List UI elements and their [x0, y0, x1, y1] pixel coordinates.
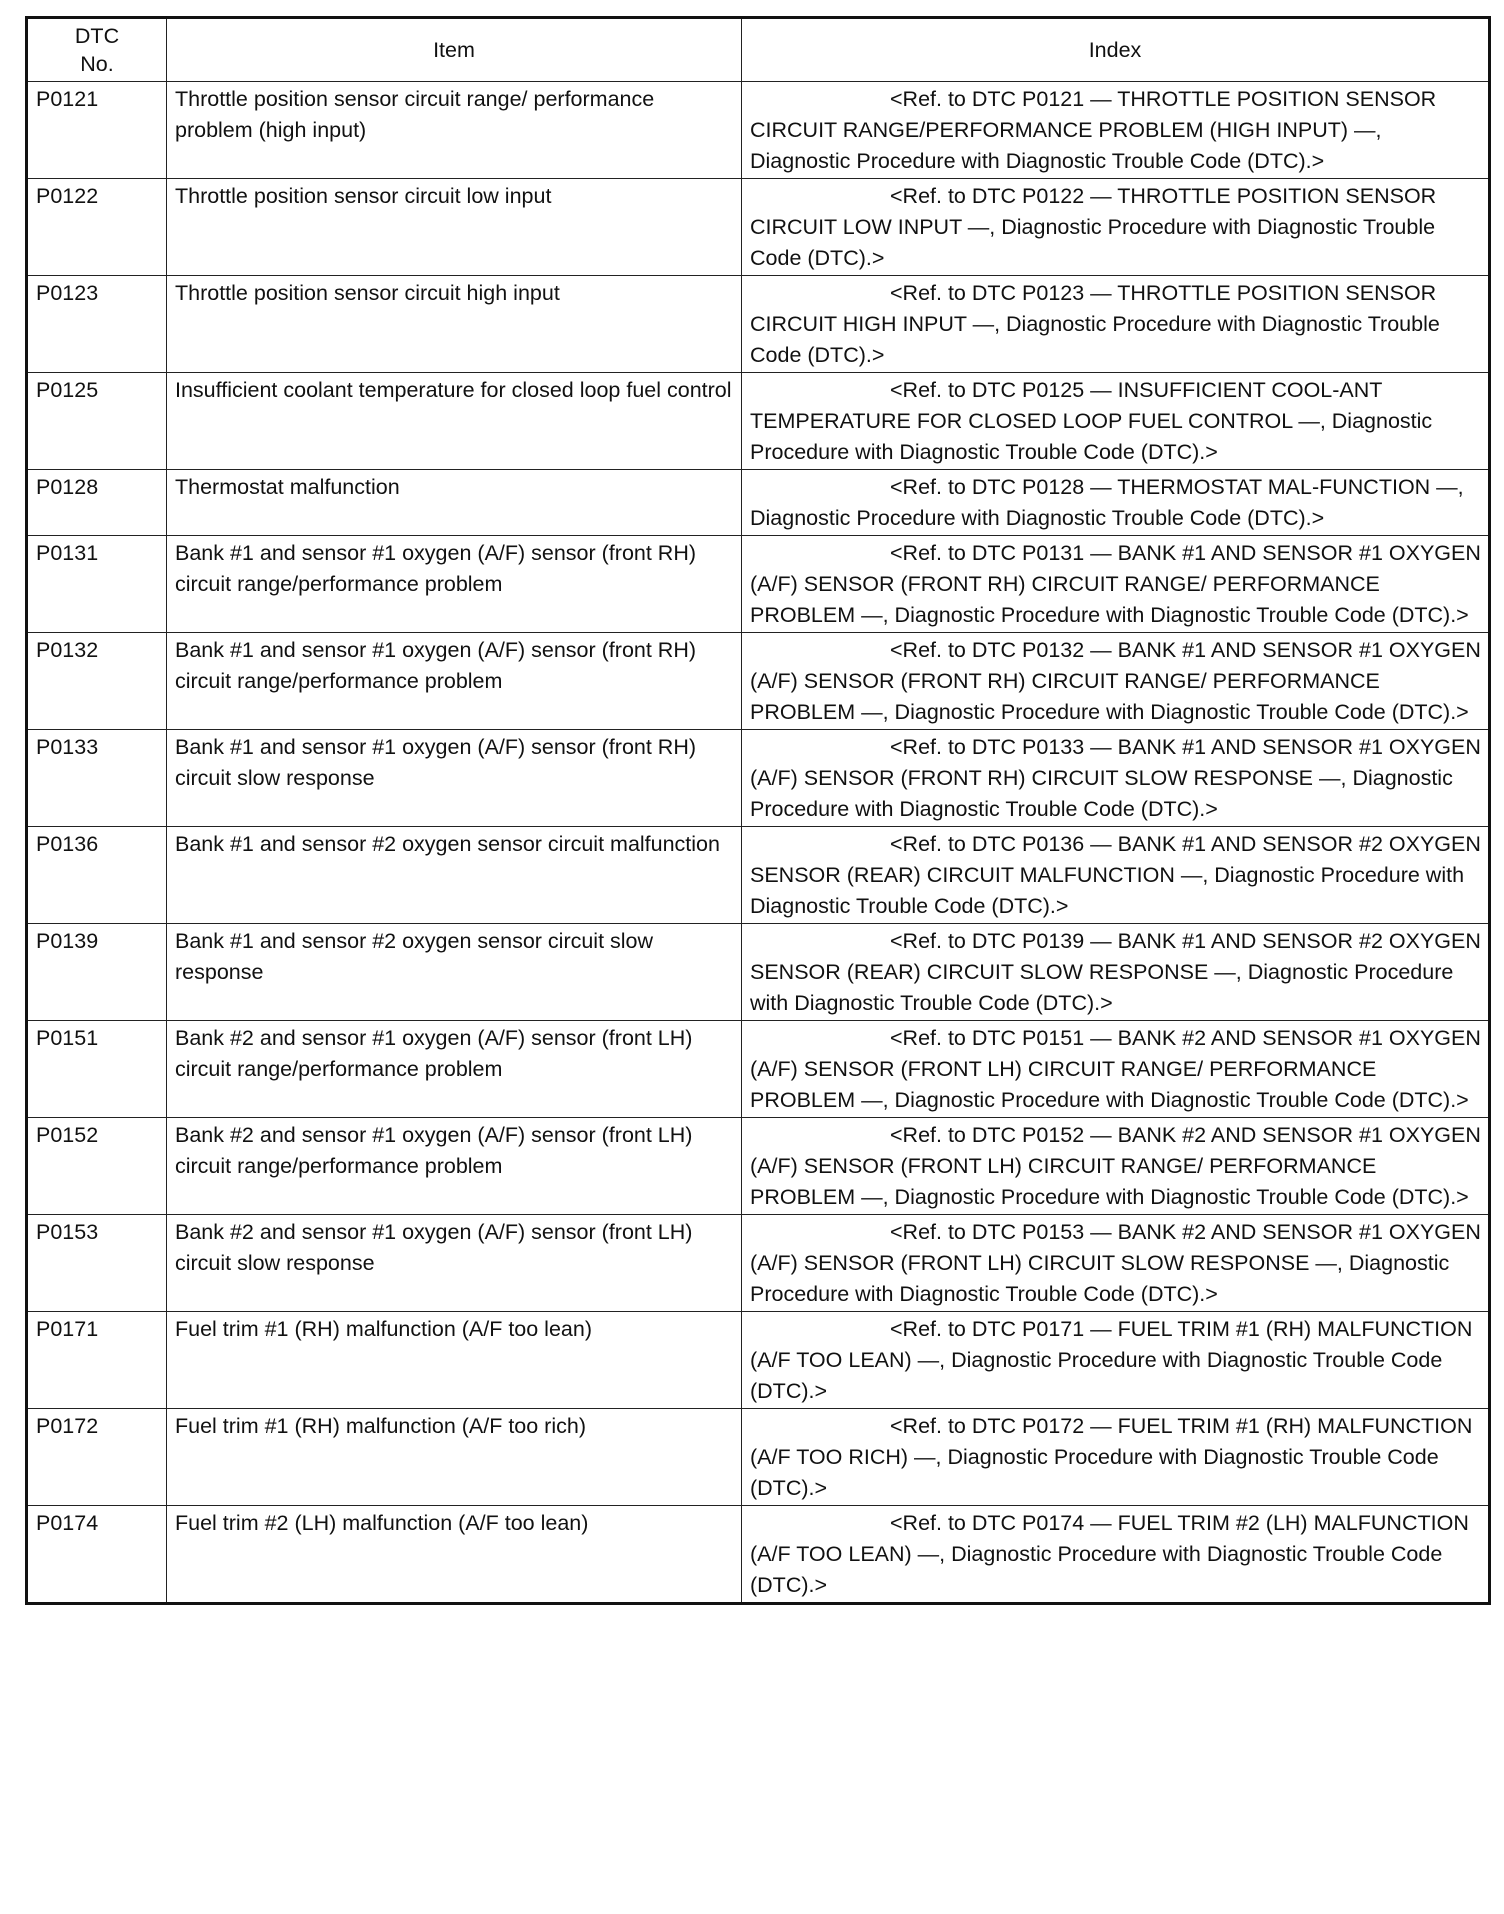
header-row [27, 18, 1490, 82]
index-reference-cell: <Ref. to DTC P0131 — BANK #1 AND SENSOR #1 OXYGEN (A/F) SENSOR (FRONT RH) CIRCUIT RANGE/ PERFORMANCE PROBLEM —, Diagnostic Procedure with Diagnostic Trouble Code (DTC).> [742, 536, 1490, 633]
dtc-code-cell: P0139 [27, 924, 167, 1021]
header-dtc-line1: DTC [74, 24, 120, 48]
index-reference-cell: <Ref. to DTC P0174 — FUEL TRIM #2 (LH) MALFUNCTION (A/F TOO LEAN) —, Diagnostic Procedure with Diagnostic Trouble Code (DTC).> [742, 1506, 1490, 1604]
table-row [27, 827, 1490, 924]
table-row [27, 1021, 1490, 1118]
dtc-code-cell: P0171 [27, 1312, 167, 1409]
index-reference-cell: <Ref. to DTC P0151 — BANK #2 AND SENSOR #1 OXYGEN (A/F) SENSOR (FRONT LH) CIRCUIT RANGE/ PERFORMANCE PROBLEM —, Diagnostic Procedure with Diagnostic Trouble Code (DTC).> [742, 1021, 1490, 1118]
item-cell: Throttle position sensor circuit low input [167, 179, 742, 276]
item-cell: Bank #2 and sensor #1 oxygen (A/F) sensor (front LH) circuit range/performance problem [167, 1021, 742, 1118]
index-reference-cell: <Ref. to DTC P0123 — THROTTLE POSITION SENSOR CIRCUIT HIGH INPUT —, Diagnostic Procedure with Diagnostic Trouble Code (DTC).> [742, 276, 1490, 373]
item-cell: Insufficient coolant temperature for closed loop fuel control [167, 373, 742, 470]
table-row [27, 730, 1490, 827]
item-cell: Bank #1 and sensor #1 oxygen (A/F) sensor (front RH) circuit range/performance problem [167, 536, 742, 633]
table-row [27, 924, 1490, 1021]
index-reference-cell: <Ref. to DTC P0132 — BANK #1 AND SENSOR #1 OXYGEN (A/F) SENSOR (FRONT RH) CIRCUIT RANGE/ PERFORMANCE PROBLEM —, Diagnostic Procedure with Diagnostic Trouble Code (DTC).> [742, 633, 1490, 730]
table-row [27, 82, 1490, 179]
table-row [27, 1312, 1490, 1409]
item-cell: Fuel trim #1 (RH) malfunction (A/F too lean) [167, 1312, 742, 1409]
table-row [27, 179, 1490, 276]
item-cell: Throttle position sensor circuit range/ performance problem (high input) [167, 82, 742, 179]
index-reference-cell: <Ref. to DTC P0152 — BANK #2 AND SENSOR #1 OXYGEN (A/F) SENSOR (FRONT LH) CIRCUIT RANGE/ PERFORMANCE PROBLEM —, Diagnostic Procedure with Diagnostic Trouble Code (DTC).> [742, 1118, 1490, 1215]
item-cell: Bank #1 and sensor #2 oxygen sensor circuit slow response [167, 924, 742, 1021]
item-cell: Throttle position sensor circuit high input [167, 276, 742, 373]
item-cell: Bank #1 and sensor #1 oxygen (A/F) sensor (front RH) circuit range/performance problem [167, 633, 742, 730]
dtc-code-cell: P0152 [27, 1118, 167, 1215]
index-reference-cell: <Ref. to DTC P0172 — FUEL TRIM #1 (RH) MALFUNCTION (A/F TOO RICH) —, Diagnostic Procedure with Diagnostic Trouble Code (DTC).> [742, 1409, 1490, 1506]
header-index: Index [742, 18, 1490, 82]
dtc-code-cell: P0151 [27, 1021, 167, 1118]
item-cell: Bank #2 and sensor #1 oxygen (A/F) sensor (front LH) circuit range/performance problem [167, 1118, 742, 1215]
item-cell: Bank #2 and sensor #1 oxygen (A/F) sensor (front LH) circuit slow response [167, 1215, 742, 1312]
table-row [27, 373, 1490, 470]
index-reference-cell: <Ref. to DTC P0153 — BANK #2 AND SENSOR #1 OXYGEN (A/F) SENSOR (FRONT LH) CIRCUIT SLOW RESPONSE —, Diagnostic Procedure with Diagnostic Trouble Code (DTC).> [742, 1215, 1490, 1312]
item-cell: Thermostat malfunction [167, 470, 742, 536]
dtc-code-cell: P0128 [27, 470, 167, 536]
table-row [27, 1409, 1490, 1506]
table-row [27, 1215, 1490, 1312]
index-reference-cell: <Ref. to DTC P0128 — THERMOSTAT MAL-FUNCTION —, Diagnostic Procedure with Diagnostic Trouble Code (DTC).> [742, 470, 1490, 536]
dtc-code-cell: P0174 [27, 1506, 167, 1604]
header-dtc-line2: No. [80, 52, 114, 76]
dtc-code-cell: P0131 [27, 536, 167, 633]
dtc-code-cell: P0122 [27, 179, 167, 276]
index-reference-cell: <Ref. to DTC P0171 — FUEL TRIM #1 (RH) MALFUNCTION (A/F TOO LEAN) —, Diagnostic Procedure with Diagnostic Trouble Code (DTC).> [742, 1312, 1490, 1409]
item-cell: Fuel trim #2 (LH) malfunction (A/F too lean) [167, 1506, 742, 1604]
header-item: Item [167, 18, 742, 82]
index-reference-cell: <Ref. to DTC P0125 — INSUFFICIENT COOL-ANT TEMPERATURE FOR CLOSED LOOP FUEL CONTROL —, Diagnostic Procedure with Diagnostic Trouble Code (DTC).> [742, 373, 1490, 470]
index-reference-cell: <Ref. to DTC P0133 — BANK #1 AND SENSOR #1 OXYGEN (A/F) SENSOR (FRONT RH) CIRCUIT SLOW RESPONSE —, Diagnostic Procedure with Diagnostic Trouble Code (DTC).> [742, 730, 1490, 827]
table-row [27, 276, 1490, 373]
dtc-code-cell: P0136 [27, 827, 167, 924]
table-row [27, 470, 1490, 536]
table-row [27, 1506, 1490, 1604]
index-reference-cell: <Ref. to DTC P0136 — BANK #1 AND SENSOR #2 OXYGEN SENSOR (REAR) CIRCUIT MALFUNCTION —, Diagnostic Procedure with Diagnostic Trouble Code (DTC).> [742, 827, 1490, 924]
dtc-code-cell: P0133 [27, 730, 167, 827]
item-cell: Bank #1 and sensor #2 oxygen sensor circuit malfunction [167, 827, 742, 924]
table-row [27, 1118, 1490, 1215]
item-cell: Bank #1 and sensor #1 oxygen (A/F) sensor (front RH) circuit slow response [167, 730, 742, 827]
dtc-table [25, 16, 1491, 1605]
table-row [27, 536, 1490, 633]
index-reference-cell: <Ref. to DTC P0122 — THROTTLE POSITION SENSOR CIRCUIT LOW INPUT —, Diagnostic Procedure with Diagnostic Trouble Code (DTC).> [742, 179, 1490, 276]
dtc-code-cell: P0123 [27, 276, 167, 373]
item-cell: Fuel trim #1 (RH) malfunction (A/F too rich) [167, 1409, 742, 1506]
table-header [27, 18, 1490, 82]
dtc-code-cell: P0172 [27, 1409, 167, 1506]
table-row [27, 633, 1490, 730]
table-body [27, 82, 1490, 1604]
dtc-code-cell: P0153 [27, 1215, 167, 1312]
dtc-code-cell: P0121 [27, 82, 167, 179]
dtc-code-cell: P0132 [27, 633, 167, 730]
dtc-code-cell: P0125 [27, 373, 167, 470]
header-dtc-no [27, 18, 167, 82]
index-reference-cell: <Ref. to DTC P0139 — BANK #1 AND SENSOR #2 OXYGEN SENSOR (REAR) CIRCUIT SLOW RESPONSE —, Diagnostic Procedure with Diagnostic Trouble Code (DTC).> [742, 924, 1490, 1021]
index-reference-cell: <Ref. to DTC P0121 — THROTTLE POSITION SENSOR CIRCUIT RANGE/PERFORMANCE PROBLEM (HIGH INPUT) —, Diagnostic Procedure with Diagnostic Trouble Code (DTC).> [742, 82, 1490, 179]
